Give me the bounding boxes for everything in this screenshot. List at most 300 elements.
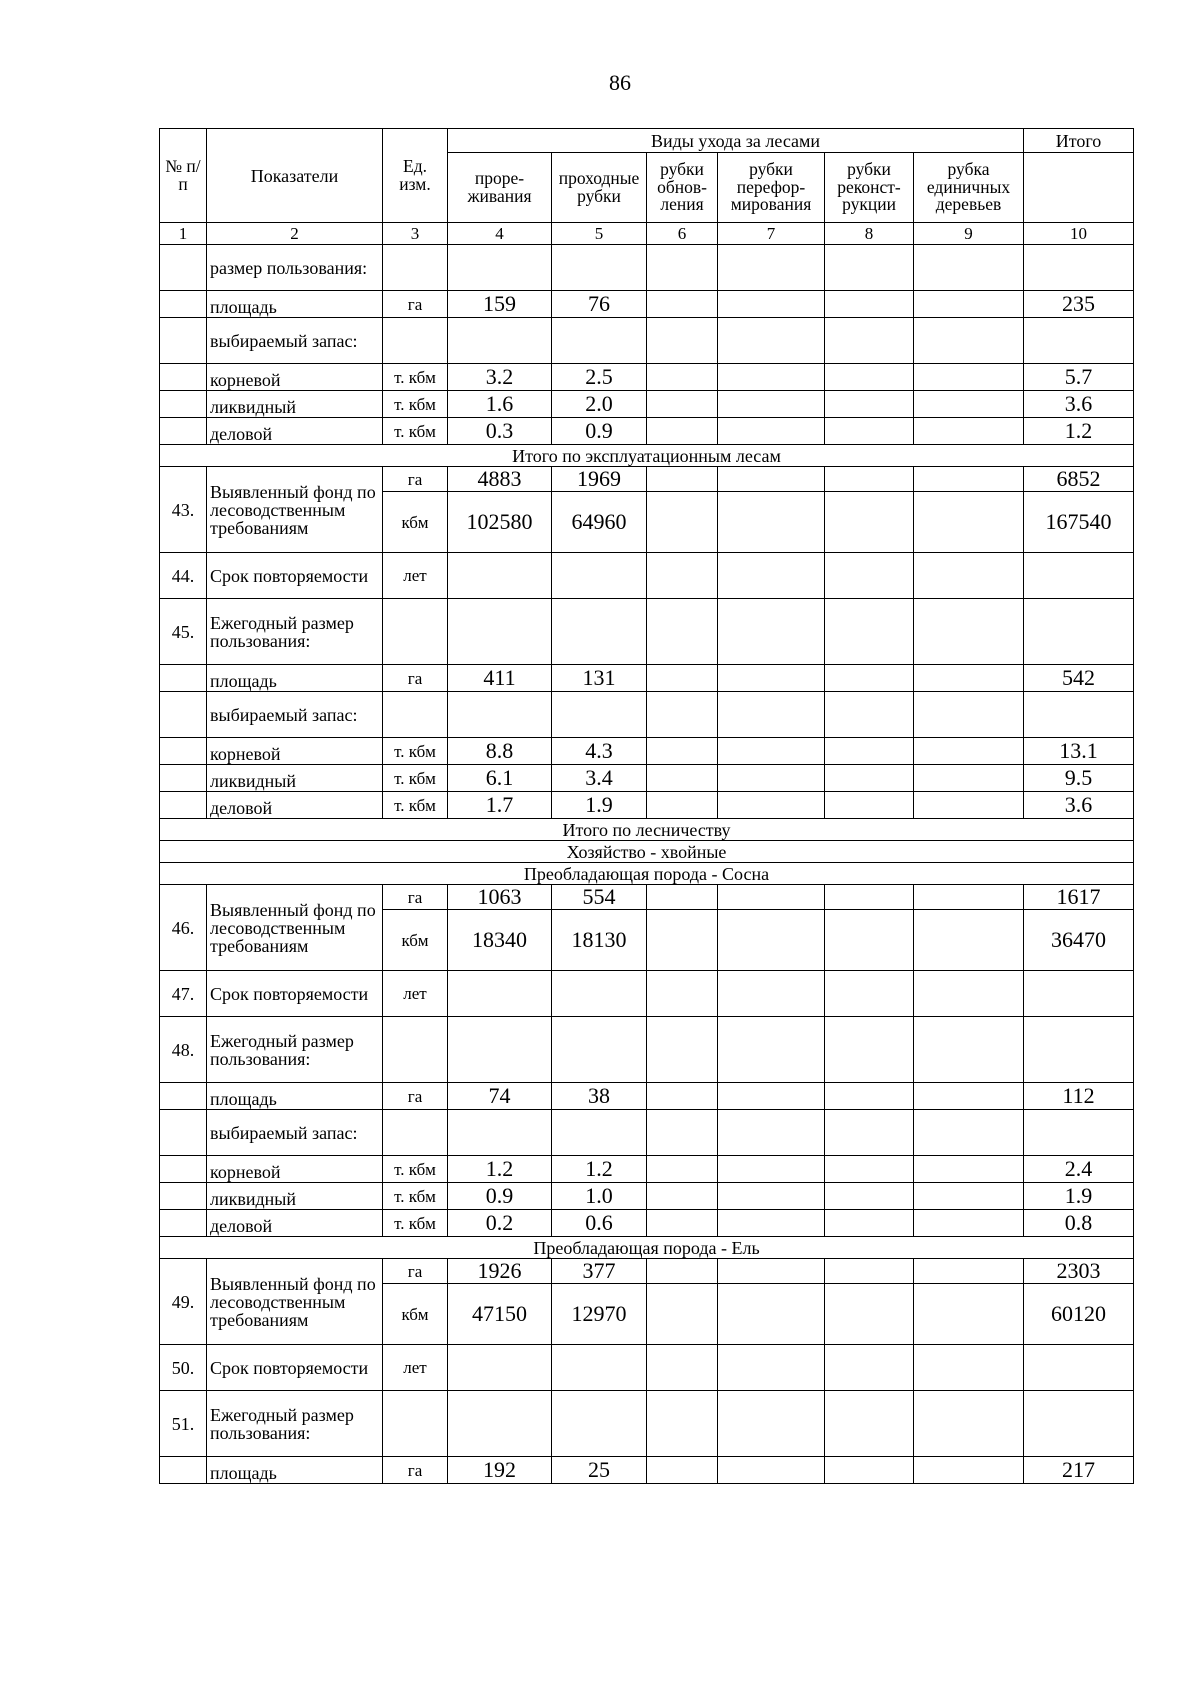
value-total: 235	[1024, 291, 1134, 318]
value-col-6	[647, 1183, 718, 1210]
value-col-4: 74	[448, 1083, 552, 1110]
value-col-7	[718, 665, 825, 692]
unit-cell: лет	[383, 1345, 448, 1391]
value-col-8	[825, 245, 914, 291]
value-col-4	[448, 1110, 552, 1156]
value-col-8	[825, 692, 914, 738]
value-col-5: 64960	[552, 492, 647, 553]
column-number: 7	[718, 223, 825, 245]
value-col-4	[448, 1017, 552, 1083]
value-total: 6852	[1024, 467, 1134, 492]
value-col-6	[647, 885, 718, 910]
value-col-7	[718, 765, 825, 792]
value-col-7	[718, 1345, 825, 1391]
value-col-7	[718, 1284, 825, 1345]
value-col-7	[718, 1457, 825, 1484]
value-col-7	[718, 467, 825, 492]
value-col-7	[718, 364, 825, 391]
value-col-5	[552, 553, 647, 599]
value-total	[1024, 599, 1134, 665]
row-label: Срок повторяемости	[207, 553, 383, 599]
value-col-5: 38	[552, 1083, 647, 1110]
value-col-5	[552, 1017, 647, 1083]
value-col-4: 18340	[448, 910, 552, 971]
value-col-6	[647, 1083, 718, 1110]
value-col-5: 4.3	[552, 738, 647, 765]
value-col-4	[448, 1391, 552, 1457]
row-number	[160, 1156, 207, 1183]
value-col-9	[914, 692, 1024, 738]
value-col-7	[718, 291, 825, 318]
value-total: 167540	[1024, 492, 1134, 553]
value-col-6	[647, 599, 718, 665]
value-col-8	[825, 1284, 914, 1345]
page-number: 86	[609, 70, 631, 95]
row-label: выбираемый запас:	[207, 318, 383, 364]
column-number: 5	[552, 223, 647, 245]
column-number: 3	[383, 223, 448, 245]
value-col-5: 2.0	[552, 391, 647, 418]
value-col-5: 18130	[552, 910, 647, 971]
value-col-7	[718, 885, 825, 910]
unit-cell: кбм	[383, 910, 448, 971]
value-col-4: 102580	[448, 492, 552, 553]
value-col-5: 1.2	[552, 1156, 647, 1183]
value-col-4: 0.3	[448, 418, 552, 445]
value-col-4	[448, 245, 552, 291]
row-number: 47.	[160, 971, 207, 1017]
value-total: 9.5	[1024, 765, 1134, 792]
row-number	[160, 291, 207, 318]
value-col-6	[647, 1156, 718, 1183]
value-col-8	[825, 291, 914, 318]
value-col-6	[647, 1284, 718, 1345]
value-col-8	[825, 1457, 914, 1484]
table-row	[160, 765, 1134, 792]
row-label: деловой	[207, 792, 383, 819]
value-total: 5.7	[1024, 364, 1134, 391]
value-col-8	[825, 1391, 914, 1457]
value-col-8	[825, 1259, 914, 1284]
table-row	[160, 553, 1134, 599]
value-total: 542	[1024, 665, 1134, 692]
value-total	[1024, 1110, 1134, 1156]
value-col-8	[825, 1210, 914, 1237]
value-col-7	[718, 318, 825, 364]
row-label: Выявленный фонд по лесоводственным требованиям	[207, 1259, 383, 1345]
value-col-9	[914, 291, 1024, 318]
table-row	[160, 1156, 1134, 1183]
unit-cell: кбм	[383, 492, 448, 553]
value-col-6	[647, 1391, 718, 1457]
column-numbers-row	[160, 223, 1134, 245]
value-col-9	[914, 1183, 1024, 1210]
value-col-6	[647, 291, 718, 318]
value-col-4: 1063	[448, 885, 552, 910]
value-total: 3.6	[1024, 792, 1134, 819]
value-col-5: 2.5	[552, 364, 647, 391]
value-col-5	[552, 1110, 647, 1156]
section-row	[160, 819, 1134, 841]
value-col-8	[825, 910, 914, 971]
value-total	[1024, 1391, 1134, 1457]
value-total	[1024, 318, 1134, 364]
value-total	[1024, 1017, 1134, 1083]
value-total	[1024, 1345, 1134, 1391]
value-col-8	[825, 467, 914, 492]
unit-cell: т. кбм	[383, 1183, 448, 1210]
table-row	[160, 1110, 1134, 1156]
value-col-7	[718, 1110, 825, 1156]
row-number	[160, 792, 207, 819]
value-col-4: 0.2	[448, 1210, 552, 1237]
unit-cell: лет	[383, 971, 448, 1017]
table-row	[160, 599, 1134, 665]
value-col-6	[647, 665, 718, 692]
table-row	[160, 364, 1134, 391]
header-col-7: рубки перефор-мирования	[718, 153, 825, 223]
value-col-7	[718, 1183, 825, 1210]
header-col-5: проходные рубки	[552, 153, 647, 223]
value-col-7	[718, 245, 825, 291]
value-col-7	[718, 792, 825, 819]
value-col-8	[825, 885, 914, 910]
value-col-7	[718, 599, 825, 665]
value-col-9	[914, 910, 1024, 971]
table-row	[160, 971, 1134, 1017]
header-indicator: Показатели	[207, 129, 383, 223]
value-col-6	[647, 467, 718, 492]
value-col-9	[914, 971, 1024, 1017]
value-col-4: 47150	[448, 1284, 552, 1345]
value-total: 1617	[1024, 885, 1134, 910]
table-row	[160, 1391, 1134, 1457]
value-col-6	[647, 1345, 718, 1391]
value-col-8	[825, 318, 914, 364]
value-col-9	[914, 665, 1024, 692]
row-label: выбираемый запас:	[207, 692, 383, 738]
header-total: Итого	[1024, 129, 1134, 153]
value-col-4: 8.8	[448, 738, 552, 765]
value-total: 2303	[1024, 1259, 1134, 1284]
row-label: Срок повторяемости	[207, 1345, 383, 1391]
value-col-6	[647, 1210, 718, 1237]
section-row	[160, 445, 1134, 467]
value-col-5: 554	[552, 885, 647, 910]
value-col-5: 0.6	[552, 1210, 647, 1237]
value-col-5	[552, 692, 647, 738]
value-col-8	[825, 738, 914, 765]
row-number	[160, 1183, 207, 1210]
row-number	[160, 1457, 207, 1484]
row-number: 51.	[160, 1391, 207, 1457]
column-number: 1	[160, 223, 207, 245]
row-label: деловой	[207, 1210, 383, 1237]
table-row	[160, 1183, 1134, 1210]
value-col-6	[647, 1110, 718, 1156]
row-label: площадь	[207, 1457, 383, 1484]
value-col-4: 3.2	[448, 364, 552, 391]
table-row	[160, 1210, 1134, 1237]
value-col-5: 1969	[552, 467, 647, 492]
value-col-9	[914, 467, 1024, 492]
value-col-8	[825, 599, 914, 665]
value-col-9	[914, 792, 1024, 819]
value-col-6	[647, 1457, 718, 1484]
value-col-8	[825, 1083, 914, 1110]
value-col-6	[647, 1259, 718, 1284]
value-col-9	[914, 364, 1024, 391]
value-col-9	[914, 1017, 1024, 1083]
value-col-6	[647, 553, 718, 599]
value-total	[1024, 692, 1134, 738]
table-row	[160, 245, 1134, 291]
value-total: 1.9	[1024, 1183, 1134, 1210]
value-col-6	[647, 245, 718, 291]
row-number	[160, 318, 207, 364]
value-col-9	[914, 1391, 1024, 1457]
section-title: Преобладающая порода - Сосна	[160, 863, 1134, 885]
row-number	[160, 692, 207, 738]
value-col-5: 25	[552, 1457, 647, 1484]
row-number	[160, 765, 207, 792]
value-total	[1024, 971, 1134, 1017]
value-total	[1024, 245, 1134, 291]
table-row	[160, 318, 1134, 364]
value-col-8	[825, 492, 914, 553]
value-col-7	[718, 1017, 825, 1083]
value-col-4	[448, 318, 552, 364]
value-col-5	[552, 1391, 647, 1457]
value-col-9	[914, 1083, 1024, 1110]
value-col-6	[647, 318, 718, 364]
value-col-8	[825, 665, 914, 692]
row-number	[160, 665, 207, 692]
unit-cell: га	[383, 665, 448, 692]
row-label: корневой	[207, 1156, 383, 1183]
row-label: Срок повторяемости	[207, 971, 383, 1017]
header-col-6: рубки обнов-ления	[647, 153, 718, 223]
unit-cell	[383, 1110, 448, 1156]
table-row	[160, 1345, 1134, 1391]
row-label: корневой	[207, 738, 383, 765]
unit-cell: т. кбм	[383, 738, 448, 765]
unit-cell	[383, 692, 448, 738]
unit-cell	[383, 599, 448, 665]
row-number: 44.	[160, 553, 207, 599]
value-col-8	[825, 553, 914, 599]
section-title: Итого по лесничеству	[160, 819, 1134, 841]
value-col-9	[914, 245, 1024, 291]
value-col-9	[914, 1156, 1024, 1183]
value-col-7	[718, 971, 825, 1017]
value-col-9	[914, 1259, 1024, 1284]
value-col-9	[914, 318, 1024, 364]
row-number: 45.	[160, 599, 207, 665]
table-row	[160, 391, 1134, 418]
value-col-9	[914, 885, 1024, 910]
row-label: Выявленный фонд по лесоводственным требованиям	[207, 467, 383, 553]
value-col-8	[825, 418, 914, 445]
value-col-9	[914, 1345, 1024, 1391]
value-col-6	[647, 418, 718, 445]
value-col-8	[825, 765, 914, 792]
row-label: деловой	[207, 418, 383, 445]
forest-care-table	[159, 128, 1134, 1484]
value-col-5: 12970	[552, 1284, 647, 1345]
value-col-9	[914, 418, 1024, 445]
table-row	[160, 291, 1134, 318]
value-col-9	[914, 1284, 1024, 1345]
value-col-9	[914, 391, 1024, 418]
value-col-9	[914, 1110, 1024, 1156]
section-title: Преобладающая порода - Ель	[160, 1237, 1134, 1259]
unit-cell: т. кбм	[383, 1156, 448, 1183]
section-title: Хозяйство - хвойные	[160, 841, 1134, 863]
value-total: 36470	[1024, 910, 1134, 971]
value-col-4	[448, 599, 552, 665]
value-col-6	[647, 792, 718, 819]
unit-cell: т. кбм	[383, 418, 448, 445]
row-number: 50.	[160, 1345, 207, 1391]
value-col-6	[647, 971, 718, 1017]
value-col-9	[914, 1457, 1024, 1484]
table-row	[160, 1259, 1134, 1284]
value-col-4: 0.9	[448, 1183, 552, 1210]
value-col-6	[647, 910, 718, 971]
header-care-types: Виды ухода за лесами	[448, 129, 1024, 153]
value-col-8	[825, 1183, 914, 1210]
unit-cell: т. кбм	[383, 765, 448, 792]
value-col-6	[647, 692, 718, 738]
value-col-7	[718, 692, 825, 738]
header-col-4: проре-живания	[448, 153, 552, 223]
unit-cell: лет	[383, 553, 448, 599]
value-col-7	[718, 1259, 825, 1284]
value-col-7	[718, 1156, 825, 1183]
value-col-5: 1.0	[552, 1183, 647, 1210]
section-row	[160, 1237, 1134, 1259]
value-col-4: 1926	[448, 1259, 552, 1284]
value-col-5	[552, 245, 647, 291]
value-col-9	[914, 765, 1024, 792]
table-body	[160, 223, 1134, 1484]
value-col-8	[825, 1110, 914, 1156]
value-col-4	[448, 553, 552, 599]
value-col-5: 377	[552, 1259, 647, 1284]
value-col-7	[718, 738, 825, 765]
row-number	[160, 1210, 207, 1237]
value-col-9	[914, 1210, 1024, 1237]
unit-cell: т. кбм	[383, 1210, 448, 1237]
header-col-10-empty	[1024, 153, 1134, 223]
value-total: 0.8	[1024, 1210, 1134, 1237]
row-number	[160, 738, 207, 765]
value-col-8	[825, 971, 914, 1017]
table-row	[160, 738, 1134, 765]
row-number: 46.	[160, 885, 207, 971]
value-col-7	[718, 492, 825, 553]
value-total: 217	[1024, 1457, 1134, 1484]
value-col-4	[448, 1345, 552, 1391]
value-col-9	[914, 553, 1024, 599]
value-col-8	[825, 1345, 914, 1391]
table-row	[160, 792, 1134, 819]
column-number: 6	[647, 223, 718, 245]
header-col-8: рубки реконст-рукции	[825, 153, 914, 223]
unit-cell: га	[383, 467, 448, 492]
unit-cell	[383, 1017, 448, 1083]
table-row	[160, 418, 1134, 445]
section-row	[160, 841, 1134, 863]
table-header	[160, 129, 1134, 223]
value-col-9	[914, 738, 1024, 765]
column-number: 9	[914, 223, 1024, 245]
unit-cell	[383, 1391, 448, 1457]
header-col-9: рубка единичных деревьев	[914, 153, 1024, 223]
value-col-6	[647, 1017, 718, 1083]
unit-cell: т. кбм	[383, 364, 448, 391]
header-no: № п/п	[160, 129, 207, 223]
value-col-6	[647, 765, 718, 792]
value-col-5	[552, 971, 647, 1017]
value-col-7	[718, 910, 825, 971]
row-label: Выявленный фонд по лесоводственным требованиям	[207, 885, 383, 971]
value-col-4: 6.1	[448, 765, 552, 792]
value-col-5: 131	[552, 665, 647, 692]
value-col-7	[718, 1391, 825, 1457]
value-total: 3.6	[1024, 391, 1134, 418]
row-label: площадь	[207, 665, 383, 692]
value-total	[1024, 553, 1134, 599]
unit-cell: га	[383, 1083, 448, 1110]
value-col-5: 76	[552, 291, 647, 318]
value-col-7	[718, 553, 825, 599]
value-col-7	[718, 1083, 825, 1110]
value-col-4	[448, 971, 552, 1017]
column-number: 8	[825, 223, 914, 245]
table-row	[160, 1083, 1134, 1110]
value-col-4: 192	[448, 1457, 552, 1484]
table-row	[160, 1017, 1134, 1083]
value-col-4	[448, 692, 552, 738]
section-row	[160, 863, 1134, 885]
unit-cell: т. кбм	[383, 391, 448, 418]
row-label: ликвидный	[207, 391, 383, 418]
row-label: размер пользования:	[207, 245, 383, 291]
unit-cell: га	[383, 1457, 448, 1484]
value-col-4: 4883	[448, 467, 552, 492]
value-col-5: 0.9	[552, 418, 647, 445]
header-unit: Ед. изм.	[383, 129, 448, 223]
value-total: 13.1	[1024, 738, 1134, 765]
value-total: 112	[1024, 1083, 1134, 1110]
value-col-8	[825, 1156, 914, 1183]
unit-cell	[383, 318, 448, 364]
value-col-5	[552, 1345, 647, 1391]
value-col-4: 1.6	[448, 391, 552, 418]
row-label: ликвидный	[207, 1183, 383, 1210]
table-row	[160, 885, 1134, 910]
row-label: Ежегодный размер пользования:	[207, 1017, 383, 1083]
row-number	[160, 364, 207, 391]
value-total: 1.2	[1024, 418, 1134, 445]
value-col-8	[825, 364, 914, 391]
row-number	[160, 245, 207, 291]
value-col-4: 159	[448, 291, 552, 318]
row-label: ликвидный	[207, 765, 383, 792]
value-col-6	[647, 391, 718, 418]
